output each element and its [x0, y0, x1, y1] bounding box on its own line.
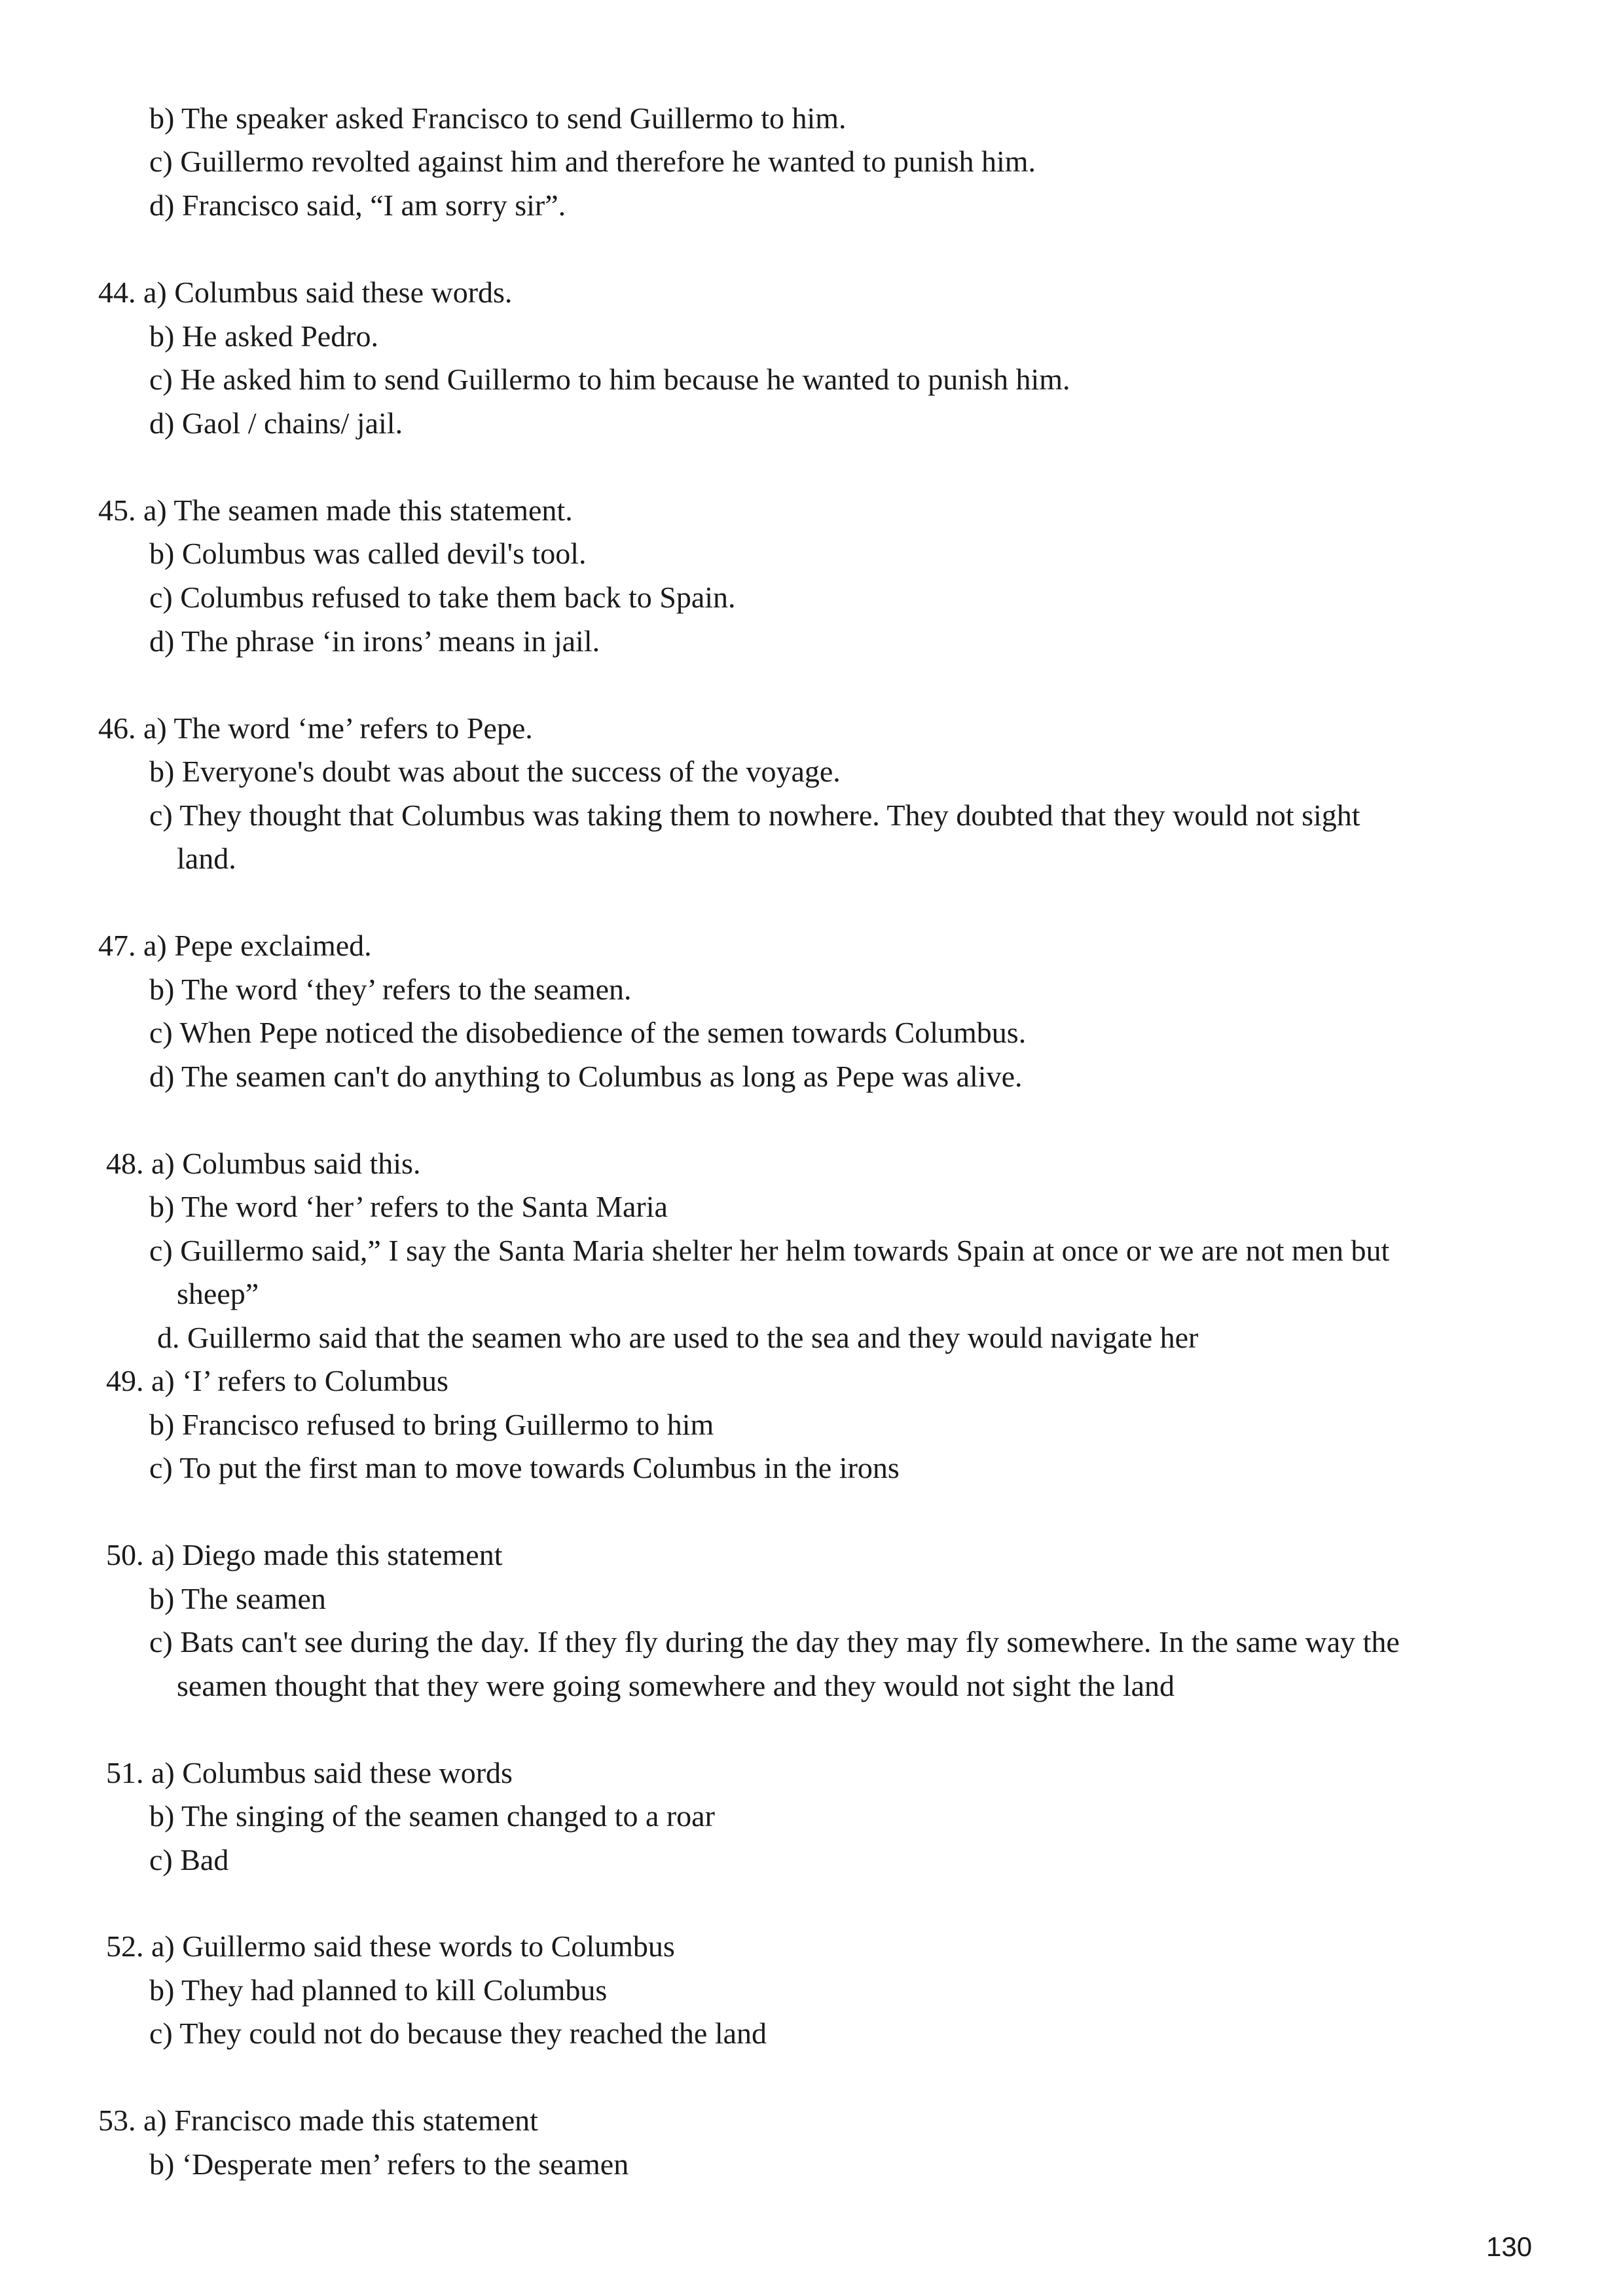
answer-51-c: c) Bad — [149, 1843, 229, 1876]
answer-49-a: 49. a) ‘I’ refers to Columbus — [106, 1364, 448, 1397]
answer-51-b: b) The singing of the seamen changed to a roar — [149, 1799, 715, 1833]
answer-48-b: b) The word ‘her’ refers to the Santa Maria — [149, 1190, 668, 1223]
answer-44-d: d) Gaol / chains/ jail. — [149, 406, 403, 440]
answer-46-c-line2: land. — [177, 842, 236, 875]
answer-44-c: c) He asked him to send Guillermo to him because he wanted to punish him. — [149, 363, 1070, 396]
answer-43-b: b) The speaker asked Francisco to send Guillermo to him. — [149, 101, 847, 135]
answer-48-d: d. Guillermo said that the seamen who are used to the sea and they would navigate her — [157, 1321, 1199, 1354]
answer-43-c: c) Guillermo revolted against him and therefore he wanted to punish him. — [149, 145, 1036, 178]
answer-45-d: d) The phrase ‘in irons’ means in jail. — [149, 624, 600, 658]
answer-50-a: 50. a) Diego made this statement — [106, 1538, 503, 1571]
answer-46-a: 46. a) The word ‘me’ refers to Pepe. — [98, 711, 533, 745]
answer-47-b: b) The word ‘they’ refers to the seamen. — [149, 973, 632, 1006]
answer-50-c-line1: c) Bats can't see during the day. If they fly during the day they may fly somewhere. In the same way the — [149, 1625, 1400, 1659]
answer-51-a: 51. a) Columbus said these words — [106, 1756, 513, 1789]
answer-47-a: 47. a) Pepe exclaimed. — [98, 929, 372, 962]
answer-50-b: b) The seamen — [149, 1582, 326, 1615]
answer-52-a: 52. a) Guillermo said these words to Columbus — [106, 1929, 675, 1963]
answer-48-a: 48. a) Columbus said this. — [106, 1147, 421, 1180]
answer-52-b: b) They had planned to kill Columbus — [149, 1973, 608, 2007]
answer-46-c-line1: c) They thought that Columbus was taking them to nowhere. They doubted that they would not sight — [149, 798, 1360, 832]
answer-52-c: c) They could not do because they reached the land — [149, 2017, 767, 2050]
answer-47-d: d) The seamen can't do anything to Columbus as long as Pepe was alive. — [149, 1060, 1023, 1093]
answer-45-c: c) Columbus refused to take them back to Spain. — [149, 581, 736, 614]
answer-53-b: b) ‘Desperate men’ refers to the seamen — [149, 2147, 629, 2181]
answer-44-b: b) He asked Pedro. — [149, 319, 379, 353]
answer-53-a: 53. a) Francisco made this statement — [98, 2104, 538, 2137]
answer-45-b: b) Columbus was called devil's tool. — [149, 537, 587, 570]
answer-49-b: b) Francisco refused to bring Guillermo to him — [149, 1408, 714, 1441]
answer-49-c: c) To put the first man to move towards Columbus in the irons — [149, 1451, 900, 1484]
answer-47-c: c) When Pepe noticed the disobedience of the semen towards Columbus. — [149, 1016, 1027, 1049]
answer-45-a: 45. a) The seamen made this statement. — [98, 493, 573, 527]
answer-43-d: d) Francisco said, “I am sorry sir”. — [149, 188, 566, 222]
answer-50-c-line2: seamen thought that they were going somewhere and they would not sight the land — [177, 1669, 1175, 1702]
answer-48-c-line1: c) Guillermo said,” I say the Santa Maria shelter her helm towards Spain at once or we are not men but — [149, 1234, 1390, 1267]
answer-44-a: 44. a) Columbus said these words. — [98, 276, 513, 309]
answer-48-c-line2: sheep” — [177, 1277, 259, 1310]
page-number: 130 — [1486, 2231, 1533, 2262]
answer-46-b: b) Everyone's doubt was about the success of the voyage. — [149, 755, 841, 788]
